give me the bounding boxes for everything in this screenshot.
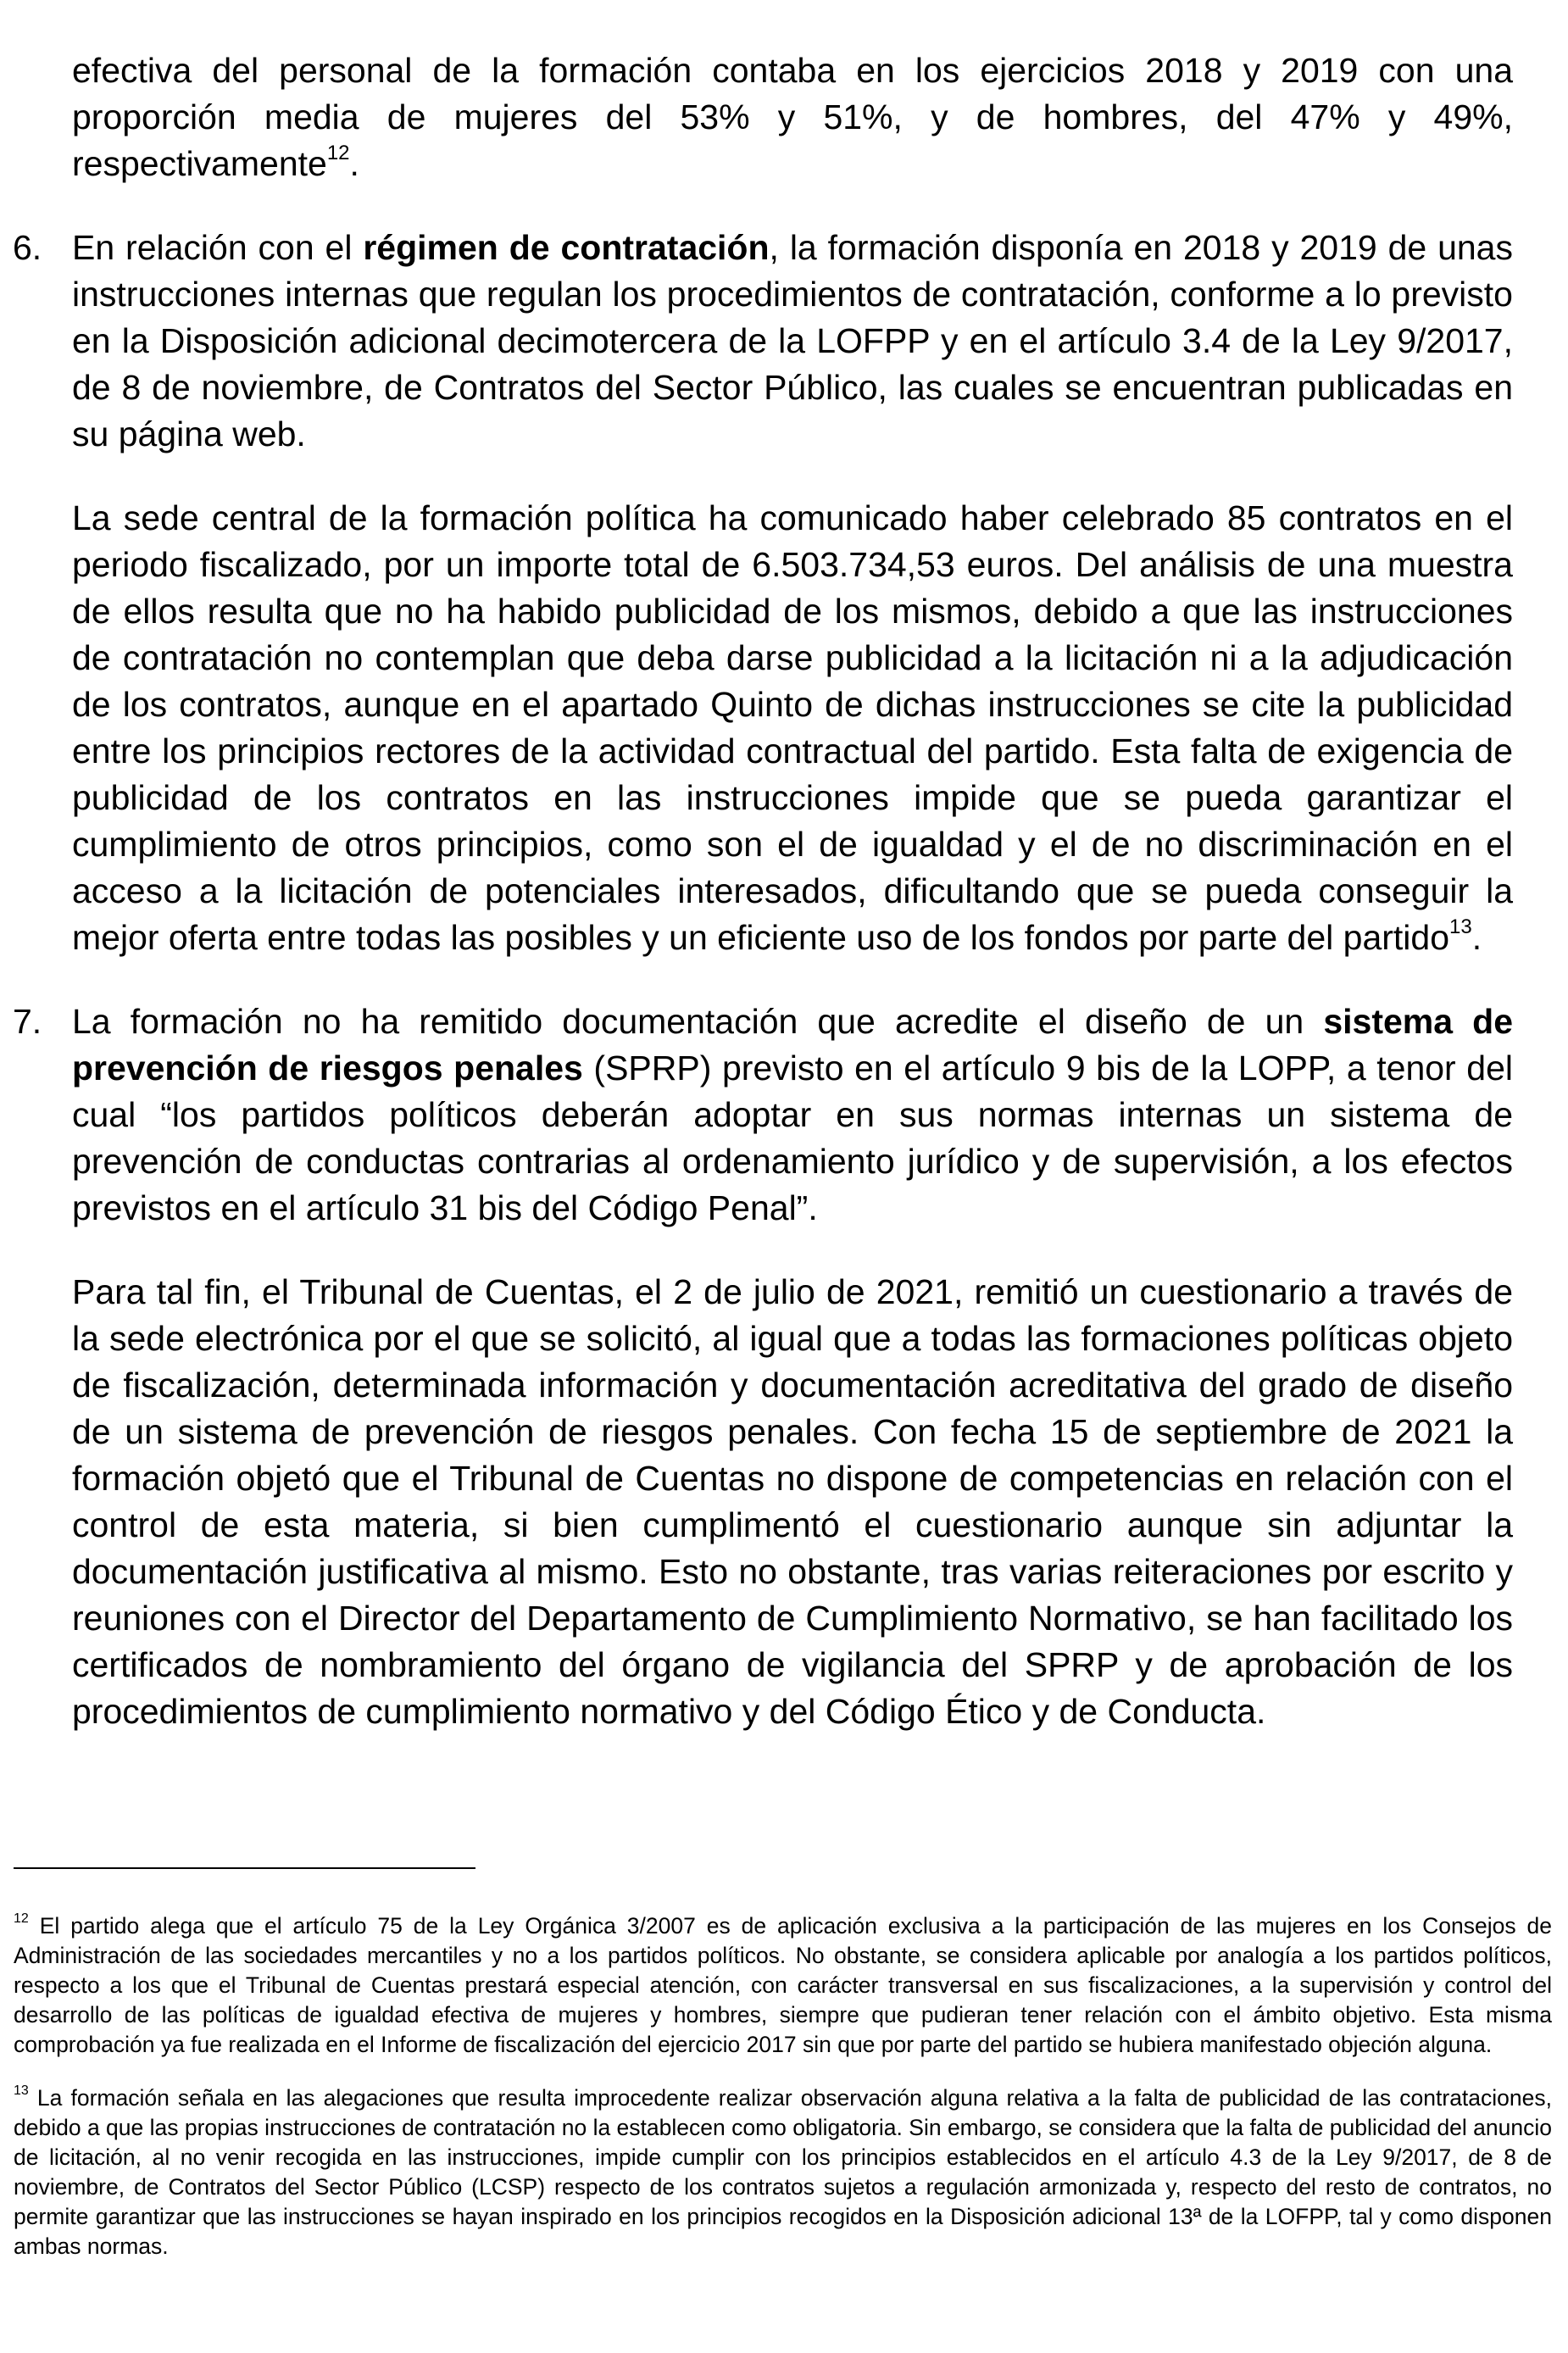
- list-item-7: [13, 998, 1513, 1735]
- item6-p1-after: , la formación disponía en 2018 y 2019 de unas instrucciones internas que regulan los procedimientos de contratación, conforme a lo previsto en la Disposición adicional decimotercera de la LOFPP y en el artículo 3.4 de la Ley 9/2017, de 8 de noviembre, de Contratos del Sector Público, las cuales se encuentran publicadas en su página web.: [72, 228, 1513, 453]
- item6-p2-text: La sede central de la formación política ha comunicado haber celebrado 85 contratos en el periodo fiscalizado, por un importe total de 6.503.734,53 euros. Del análisis de una muestra de ellos resulta que no ha habido publicidad de los mismos, debido a que las instrucciones de contratación no contemplan que deba darse publicidad a la licitación ni a la adjudicación de los contratos, aunque en el apartado Quinto de dichas instrucciones se cite la publicidad entre los principios rectores de la actividad contractual del partido. Esta falta de exigencia de publicidad de los contratos en las instrucciones impide que se pueda garantizar el cumplimiento de otros principios, como son el de igualdad y el de no discriminación en el acceso a la licitación de potenciales interesados, dificultando que se pueda conseguir la mejor oferta entre todas las posibles y un eficiente uso de los fondos por parte del partido: [72, 498, 1513, 957]
- footnotes: [14, 1911, 1552, 2261]
- continuation-text: efectiva del personal de la formación contaba en los ejercicios 2018 y 2019 con una proporción media de mujeres del 53% y 51%, y de hombres, del 47% y 49%, respectivamente: [72, 51, 1513, 183]
- footnote-13-marker: 13: [14, 2083, 29, 2099]
- footnote-13-text: La formación señala en las alegaciones que resulta improcedente realizar observación alguna relativa a la falta de publicidad de las contrataciones, debido a que las propias instrucciones de contratación no la establecen como obligatoria. Sin embargo, se considera que la falta de publicidad del anuncio de licitación, al no venir recogida en las instrucciones, impide cumplir con los principios establecidos en el artículo 4.3 de la Ley 9/2017, de 8 de noviembre, de Contratos del Sector Público (LCSP) respecto de los contratos sujetos a regulación armonizada y, respecto del resto de contratos, no permite garantizar que las instrucciones se hayan inspirado en los principios recogidos en la Disposición adicional 13ª de la LOFPP, tal y como disponen ambas normas.: [14, 2085, 1552, 2259]
- item7-p1-before: La formación no ha remitido documentación que acredite el diseño de un: [72, 1002, 1324, 1041]
- item-number-6: 6.: [13, 228, 42, 267]
- footnote-12-text: El partido alega que el artículo 75 de la Ley Orgánica 3/2007 es de aplicación exclusiva a la participación de las mujeres en los Consejos de Administración de las sociedades mercantiles y no a los partidos políticos. No obstante, se considera aplicable por analogía a los partidos políticos, respecto a los que el Tribunal de Cuentas prestará especial atención, con carácter transversal en sus fiscalizaciones, a la supervisión y control del desarrollo de las políticas de igualdad efectiva de mujeres y hombres, siempre que pudieran tener relación con el ámbito objetivo. Esta misma comprobación ya fue realizada en el Informe de fiscalización del ejercicio 2017 sin que por parte del partido se hubiera manifestado objeción alguna.: [14, 1913, 1552, 2057]
- item6-p2-end: .: [1471, 918, 1482, 957]
- item7-paragraph-1: [72, 998, 1513, 1232]
- footnote-13: [14, 2083, 1552, 2261]
- footnote-12: [14, 1911, 1552, 2060]
- footnote-ref-13[interactable]: 13: [1449, 915, 1472, 939]
- footnote-separator: [14, 1867, 475, 1869]
- footnote-12-marker: 12: [14, 1911, 29, 1927]
- item6-p1-before: En relación con el: [72, 228, 364, 267]
- continuation-paragraph: [72, 47, 1513, 187]
- item7-p1-after: (SPRP) previsto en el artículo 9 bis de la LOPP, a tenor del cual “los partidos políticos deberán adoptar en sus normas internas un sistema de prevención de conductas contrarias al ordenamiento jurídico y de supervisión, a los efectos previstos en el artículo 31 bis del Código Penal”.: [72, 1049, 1513, 1227]
- footnote-ref-12[interactable]: 12: [326, 142, 350, 165]
- list-item-6: [13, 225, 1513, 961]
- item7-bold-term: sistema de prevención de riesgos penales: [72, 1002, 1513, 1087]
- item-number-7: 7.: [13, 1002, 42, 1041]
- item7-paragraph-2: Para tal fin, el Tribunal de Cuentas, el 2 de julio de 2021, remitió un cuestionario a través de la sede electrónica por el que se solicitó, al igual que a todas las formaciones políticas objeto de fiscalización, determinada información y documentación acreditativa del grado de diseño de un sistema de prevención de riesgos penales. Con fecha 15 de septiembre de 2021 la formación objetó que el Tribunal de Cuentas no dispone de competencias en relación con el control de esta materia, si bien cumplimentó el cuestionario aunque sin adjuntar la documentación justificativa al mismo. Esto no obstante, tras varias reiteraciones por escrito y reuniones con el Director del Departamento de Cumplimiento Normativo, se han facilitado los certificados de nombramiento del órgano de vigilancia del SPRP y de aprobación de los procedimientos de cumplimiento normativo y del Código Ético y de Conducta.: [72, 1272, 1513, 1731]
- continuation-end: .: [349, 144, 359, 183]
- item6-paragraph-2: [72, 495, 1513, 961]
- item6-paragraph-1: [72, 225, 1513, 458]
- item6-bold-term: régimen de contratación: [363, 228, 770, 267]
- main-text: [13, 47, 1513, 1735]
